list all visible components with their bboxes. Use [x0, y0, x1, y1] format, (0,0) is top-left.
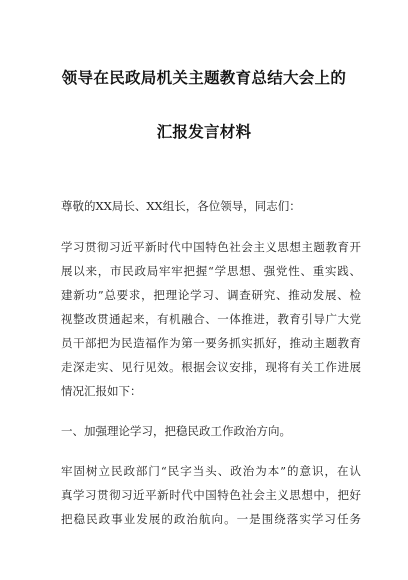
document-title-line-2: 汇报发言材料 [156, 123, 252, 141]
paragraph-2-line: 把稳民政事业发展的政治航向。一是围绕落实学习任务 [61, 512, 361, 526]
document-title-line-1: 领导在民政局机关主题教育总结大会上的 [61, 69, 347, 87]
paragraph-1-line: 建新功”总要求，把理论学习、调查研究、推动发展、检 [61, 288, 361, 302]
paragraph-1-line: 情况汇报如下： [61, 384, 142, 398]
paragraph-2-line: 牢固树立民政部门“民字当头、政治为本”的意识，在认 [61, 464, 361, 478]
paragraph-1-line: 视整改贯通起来，有机融合、一体推进，教育引导广大党 [61, 312, 361, 326]
paragraph-1-line: 展以来，市民政局牢牢把握“学思想、强党性、重实践、 [61, 264, 361, 278]
paragraph-1-line: 走深走实、见行见效。根据会议安排，现将有关工作进展 [61, 360, 361, 374]
salutation: 尊敬的XX局长、XX组长，各位领导，同志们： [61, 199, 301, 213]
paragraph-2-line: 真学习贯彻习近平新时代中国特色社会主义思想中，把好 [61, 488, 361, 502]
section-1-heading: 一、加强理论学习，把稳民政工作政治方向。 [61, 424, 291, 438]
paragraph-1-line: 员干部把为民造福作为第一要务抓实抓好，推动主题教育 [61, 336, 361, 350]
paragraph-1-line: 学习贯彻习近平新时代中国特色社会主义思想主题教育开 [61, 240, 361, 254]
